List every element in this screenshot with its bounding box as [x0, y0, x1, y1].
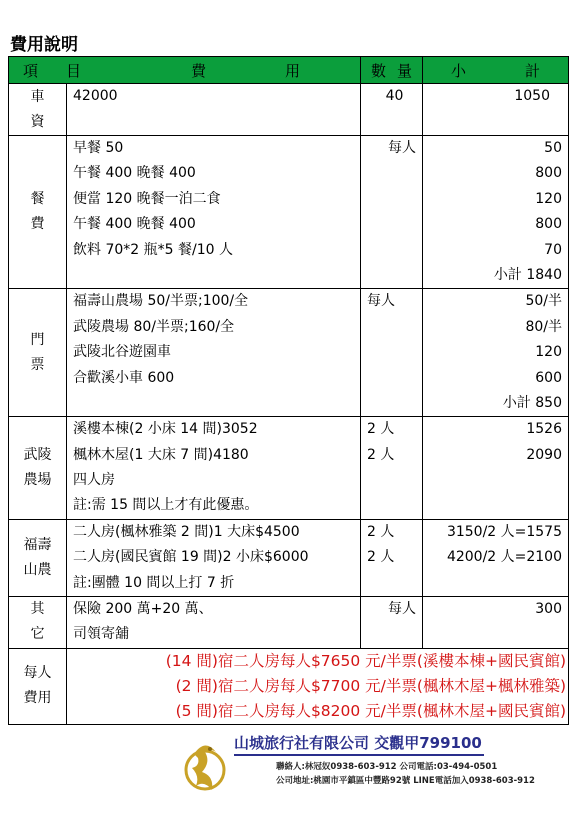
- address-info: 公司地址:桃園市平鎮區中豐路92號 LINE電話加入0938-603-912: [276, 776, 535, 786]
- row-label: 每人 費用: [9, 648, 67, 724]
- row-desc: 保險 200 萬+20 萬、 司領寄舖: [67, 597, 361, 649]
- row-qty: 2 人 2 人: [361, 519, 423, 596]
- row-desc: 福壽山農場 50/半票;100/全 武陵農場 80/半票;160/全 武陵北谷遊園車 合歡溪小車 600: [67, 289, 361, 417]
- page-title: 費用說明: [10, 35, 78, 55]
- row-desc: 早餐 50 午餐 400 晚餐 400 便當 120 晚餐一泊二食 午餐 400 晚餐 400 飲料 70*2 瓶*5 餐/10 人: [67, 136, 361, 289]
- row-qty: 40: [361, 84, 423, 136]
- row-subtotal: 50/半 80/半 120 600 小計 850: [423, 289, 569, 417]
- contact-info: 聯絡人:林冠奴0938-603-912 公司電話:03-494-0501: [276, 762, 498, 772]
- row-per-person: [9, 648, 569, 724]
- row-label: 福壽 山農: [9, 519, 67, 596]
- row-ticket: [9, 289, 569, 417]
- dragon-logo-icon: [180, 732, 230, 804]
- row-desc: 42000: [67, 84, 361, 136]
- row-qty: 2 人 2 人: [361, 417, 423, 520]
- per-person-cost: (14 間)宿二人房每人$7650 元/半票(溪樓本棟+國民賓館) (2 間)宿二人房每人$7700 元/半票(楓林木屋+楓林雅築) (5 間)宿二人房每人$8200 元/半票(楓林木屋+國民賓館): [67, 648, 569, 724]
- table-header-row: [9, 57, 569, 84]
- header-fee: 費 用: [191, 61, 300, 80]
- row-qty: 每人: [361, 597, 423, 649]
- header-item-fee: [9, 57, 361, 84]
- row-subtotal: 1050: [423, 84, 569, 136]
- row-subtotal: 1526 2090: [423, 417, 569, 520]
- header-qty: 數 量: [361, 57, 423, 84]
- divider: [234, 754, 484, 756]
- row-label: 門 票: [9, 289, 67, 417]
- row-other: [9, 597, 569, 649]
- row-subtotal: 50 800 120 800 70 小計 1840: [423, 136, 569, 289]
- row-desc: 二人房(楓林雅築 2 間)1 大床$4500 二人房(國民賓館 19 間)2 小床$6000 註:團體 10 間以上打 7 折: [67, 519, 361, 596]
- header-item: 項 目: [23, 61, 81, 80]
- row-label: 車 資: [9, 84, 67, 136]
- row-meal: [9, 136, 569, 289]
- row-qty: 每人: [361, 136, 423, 289]
- row-fushou: [9, 519, 569, 596]
- row-qty: 每人: [361, 289, 423, 417]
- row-car: [9, 84, 569, 136]
- company-name: 山城旅行社有限公司 交觀甲799100: [234, 734, 482, 752]
- row-label: 餐 費: [9, 136, 67, 289]
- row-subtotal: 3150/2 人=1575 4200/2 人=2100: [423, 519, 569, 596]
- row-label: 其 它: [9, 597, 67, 649]
- header-subtotal: 小 計: [423, 57, 569, 84]
- row-subtotal: 300: [423, 597, 569, 649]
- row-wuling: [9, 417, 569, 520]
- row-label: 武陵 農場: [9, 417, 67, 520]
- company-footer: [180, 732, 535, 812]
- fee-table: [8, 56, 569, 725]
- row-desc: 溪樓本棟(2 小床 14 間)3052 楓林木屋(1 大床 7 間)4180 四人房 註:需 15 間以上才有此優惠。: [67, 417, 361, 520]
